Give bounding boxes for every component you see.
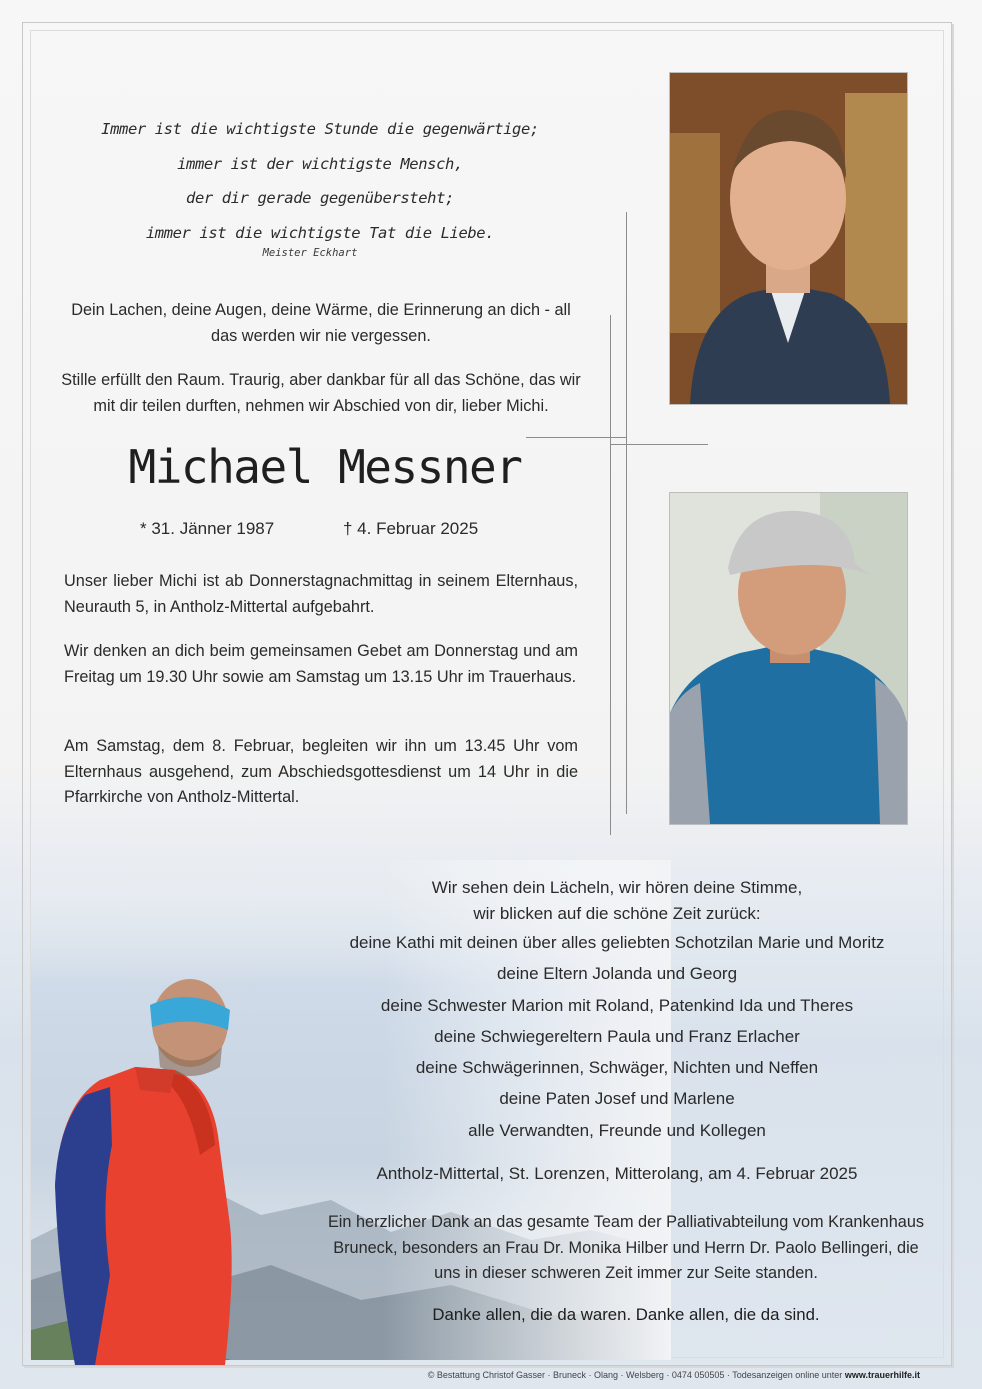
family-member: deine Paten Josef und Marlene [499,1089,735,1109]
family-member: deine Eltern Jolanda und Georg [496,964,738,984]
thanks-paragraph: Ein herzlicher Dank an das gesamte Team der Palliativabteilung vom Krankenhaus Bruneck, besonders an Frau Dr. Monika Hilber und Herrn Dr. Paolo Bellingeri, die uns in dieser schweren Zeit immer zur Seite standen. [327,1213,925,1282]
portrait-photo [669,72,908,405]
family-member: deine Schwester Marion mit Roland, Patenkind Ida und Theres [380,995,854,1015]
family-member: alle Verwandten, Freunde und Kollegen [468,1120,766,1140]
family-list [320,875,914,1146]
footer [300,1370,920,1380]
deceased-name: Michael Messner [128,440,522,494]
quote-line: Immer ist die wichtigste Stunde die gegenwärtige; [101,120,539,138]
quote-line: immer ist die wichtigste Tat die Liebe. [145,223,495,242]
footer-link[interactable]: www.trauerhilfe.it [844,1370,920,1380]
birth-date: * 31. Jänner 1987 [140,519,275,538]
family-member: deine Schwiegereltern Paula und Franz Erlacher [434,1026,800,1046]
quote-line: der dir gerade gegenübersteht; [186,189,454,207]
prayer-paragraph: Wir denken an dich beim gemeinsamen Gebet am Donnerstag und am Freitag um 19.30 Uhr sowie am Samstag um 13.15 Uhr im Trauerhaus. [64,642,578,686]
death-date: † 4. Februar 2025 [343,519,479,538]
intro-paragraph: Dein Lachen, deine Augen, deine Wärme, die Erinnerung an dich - all das werden wir nie vergessen. [71,301,571,345]
footer-text: © Bestattung Christof Gasser · Bruneck · Olang · Welsberg · 0474 050505 · Todesanzeigen online unter [427,1370,845,1380]
quote-author: Meister Eckhart [262,247,358,259]
family-intro-line: wir blicken auf die schöne Zeit zurück: [473,904,761,923]
quote-block [60,112,580,250]
funeral-paragraph: Am Samstag, dem 8. Februar, begleiten wir ihn um 13.45 Uhr vom Elternhaus ausgehend, zum Abschiedsgottesdienst um 14 Uhr in die Pfarrkirche von Antholz-Mittertal. [64,737,578,806]
place-date: Antholz-Mittertal, St. Lorenzen, Mitterolang, am 4. Februar 2025 [376,1164,858,1183]
family-member: deine Kathi mit deinen über alles geliebten Schotzilan Marie und Moritz [349,933,885,952]
hiker-photo [40,975,270,1365]
family-intro-line: Wir sehen dein Lächeln, wir hören deine Stimme, [431,878,803,897]
quote-line: immer ist der wichtigste Mensch, [177,154,463,173]
portrait-photo-cap [669,492,908,825]
intro-paragraph: Stille erfüllt den Raum. Traurig, aber dankbar für all das Schöne, das wir mit dir teilen durften, nehmen wir Abschied von dir, lieber Michi. [61,371,581,415]
laid-out-paragraph: Unser lieber Michi ist ab Donnerstagnachmittag in seinem Elternhaus, Neurauth 5, in Antholz-Mittertal aufgebahrt. [64,572,578,616]
family-member: deine Schwägerinnen, Schwäger, Nichten und Neffen [415,1058,819,1078]
closing-line: Danke allen, die da waren. Danke allen, die da sind. [432,1305,820,1324]
